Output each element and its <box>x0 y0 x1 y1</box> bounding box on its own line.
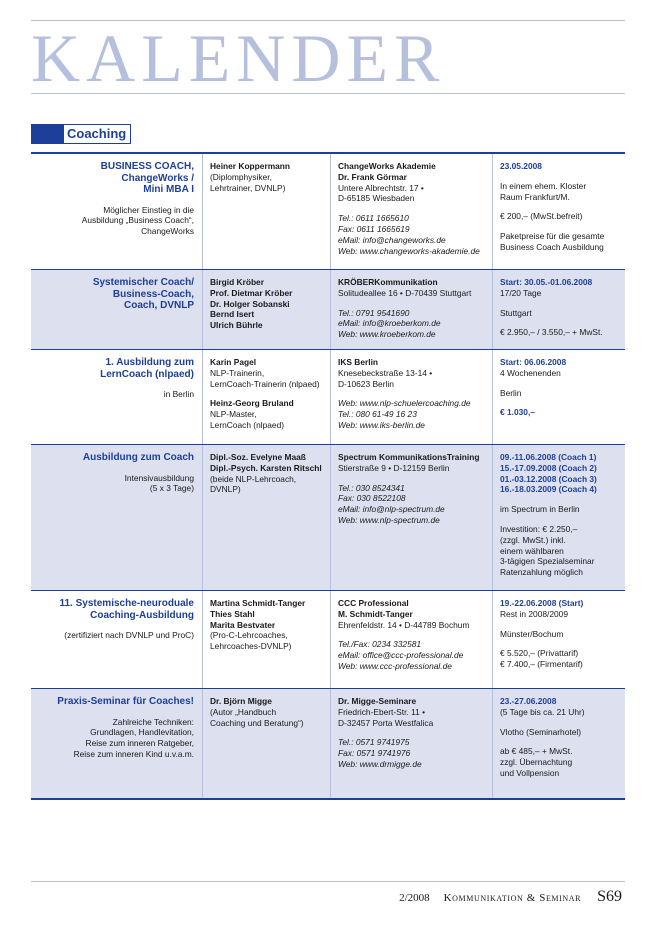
details-line: Investition: € 2.250,– <box>500 523 578 534</box>
contact-line: Ehrenfeldstr. 14 • D-44789 Bochum <box>338 619 470 630</box>
spacer <box>500 299 619 308</box>
calendar-table <box>31 152 625 800</box>
contact-line: Dr. Migge-Seminare <box>338 696 417 706</box>
course-title-line: Praxis-Seminar für Coaches! <box>57 696 194 707</box>
page-footer <box>399 888 622 906</box>
trainer-line: Marita Bestvater <box>210 619 276 630</box>
spacer <box>500 737 619 746</box>
contact-line: Web: www.nlp-spectrum.de <box>338 514 440 525</box>
contact-line: eMail: office@ccc-professional.de <box>338 650 464 661</box>
course-title-line: ChangeWorks / <box>121 172 194 184</box>
masthead-title: KALENDER <box>31 20 446 96</box>
trainer-line: Dr. Björn Migge <box>210 696 272 706</box>
trainer-line: NLP-Trainerin, <box>210 367 265 378</box>
spacer <box>210 389 324 398</box>
contact-line: Solitudeallee 16 • D-70439 Stuttgart <box>338 287 472 298</box>
details-line: 15.-17.09.2008 (Coach 2) <box>500 462 597 473</box>
contact-line: D-65185 Wiesbaden <box>338 193 415 204</box>
contact-cell <box>330 445 492 590</box>
course-description-line: (5 x 3 Tage) <box>149 483 194 494</box>
course-description-line: Möglicher Einstieg in die <box>103 204 194 215</box>
course-title-line: BUSINESS COACH, <box>100 161 194 172</box>
course-description-line: in Berlin <box>163 389 194 399</box>
contact-line: Untere Albrechtstr. 17 • <box>338 182 424 193</box>
trainer-line: (beide NLP-Lehrcoach, <box>210 473 297 484</box>
details-line: € 2.950,– / 3.550,– + MwSt. <box>500 327 603 338</box>
details-line: Start: 06.06.2008 <box>500 357 567 367</box>
footer-issue: 2/2008 <box>399 892 430 904</box>
calendar-row <box>31 270 625 350</box>
contact-line: Friedrich-Ebert-Str. 11 • <box>338 706 426 717</box>
course-title-line: 1. Ausbildung zum <box>105 357 194 368</box>
course-cell <box>31 591 202 688</box>
spacer <box>338 204 486 213</box>
details-line: (5 Tage bis ca. 21 Uhr) <box>500 706 585 717</box>
details-line: € 7.400,– (Firmentarif) <box>500 659 583 670</box>
trainer-line: Coaching und Beratung“) <box>210 717 304 728</box>
contact-cell <box>330 154 492 269</box>
spacer <box>500 515 619 524</box>
masthead-rule <box>31 93 625 94</box>
details-cell <box>492 270 625 349</box>
details-line: 23.05.2008 <box>500 161 542 171</box>
course-description <box>38 473 194 495</box>
spacer <box>500 620 619 629</box>
contact-line: Web: www.changeworks-akademie.de <box>338 245 480 256</box>
trainer-line: Prof. Dietmar Kröber <box>210 287 293 298</box>
course-title <box>38 452 194 464</box>
spacer <box>500 639 619 648</box>
spacer <box>500 222 619 231</box>
contact-line: Fax: 030 8522108 <box>338 493 406 504</box>
spacer <box>338 389 486 398</box>
details-line: € 5.520,– (Privattarif) <box>500 648 579 659</box>
trainer-cell <box>202 689 330 798</box>
details-line: Berlin <box>500 387 522 398</box>
course-title <box>38 277 194 312</box>
calendar-row <box>31 689 625 798</box>
calendar-row <box>31 445 625 591</box>
course-description <box>38 717 194 760</box>
details-line: Ratenzahlung möglich <box>500 567 583 578</box>
trainer-line: Dr. Holger Sobanski <box>210 298 290 309</box>
contact-line: Spectrum KommunikationsTraining <box>338 452 480 462</box>
trainer-cell <box>202 591 330 688</box>
course-description-line: Reise zum inneren Ratgeber, <box>85 738 194 749</box>
course-description <box>38 389 194 400</box>
trainer-cell <box>202 445 330 590</box>
details-line: 01.-03.12.2008 (Coach 3) <box>500 473 597 484</box>
trainer-line: Lehrtrainer, DVNLP) <box>210 182 286 193</box>
contact-line: Knesebeckstraße 13-14 • <box>338 367 433 378</box>
trainer-line: DVNLP) <box>210 484 241 495</box>
details-line: € 1.030,– <box>500 407 535 418</box>
trainer-line: Thies Stahl <box>210 608 255 619</box>
spacer <box>500 318 619 327</box>
course-description-line: Intensivausbildung <box>124 472 194 483</box>
spacer <box>500 718 619 727</box>
contact-line: eMail: info@nlp-spectrum.de <box>338 504 445 515</box>
course-title-line: LernCoach (nlpaed) <box>100 368 194 380</box>
details-line: 3-tägigen Spezialseminar <box>500 556 595 567</box>
course-title-line: Systemischer Coach/ <box>92 277 194 288</box>
course-title-line: Business-Coach, <box>112 288 194 300</box>
details-line: einem wählbaren <box>500 545 564 556</box>
contact-line: IKS Berlin <box>338 357 379 367</box>
footer-rule <box>31 881 625 882</box>
details-line: Business Coach Ausbildung <box>500 241 604 252</box>
trainer-line: NLP-Master, <box>210 409 257 420</box>
details-cell <box>492 445 625 590</box>
course-cell <box>31 154 202 269</box>
details-line: 09.-11.06.2008 (Coach 1) <box>500 452 597 462</box>
trainer-line: Martina Schmidt-Tanger <box>210 598 306 608</box>
course-description-line: Grundlagen, Handlevitation, <box>90 727 194 738</box>
contact-line: Tel./Fax: 0234 332581 <box>338 639 422 650</box>
details-cell <box>492 350 625 444</box>
trainer-line: (Autor „Handbuch <box>210 706 277 717</box>
section-heading-marker <box>31 124 64 144</box>
footer-magazine: Kommunikation & Seminar <box>443 892 582 904</box>
course-cell <box>31 270 202 349</box>
contact-cell <box>330 350 492 444</box>
trainer-cell <box>202 350 330 444</box>
course-title <box>38 357 194 380</box>
contact-line: M. Schmidt-Tanger <box>338 608 413 619</box>
contact-line: Fax: 0571 9741976 <box>338 748 411 759</box>
trainer-line: (Pro-C-Lehrcoaches, <box>210 630 288 641</box>
details-line: ab € 485,– + MwSt. <box>500 746 573 757</box>
contact-line: KRÖBERKommunikation <box>338 277 438 287</box>
details-line: (zzgl. MwSt.) inkl. <box>500 534 566 545</box>
spacer <box>500 398 619 407</box>
trainer-line: Dipl.-Psych. Karsten Ritschl <box>210 462 322 473</box>
spacer <box>338 630 486 639</box>
trainer-cell <box>202 154 330 269</box>
trainer-line: (Diplomphysiker, <box>210 171 272 182</box>
details-line: 23.-27.06.2008 <box>500 696 557 706</box>
contact-line: eMail: info@changeworks.de <box>338 234 446 245</box>
contact-line: eMail: info@kroeberkom.de <box>338 318 441 329</box>
spacer <box>338 728 486 737</box>
contact-line: Dr. Frank Görmar <box>338 171 407 182</box>
section-heading <box>31 124 131 144</box>
footer-page-number: S69 <box>597 888 622 905</box>
course-title-line: Ausbildung zum Coach <box>82 452 194 463</box>
section-heading-label: Coaching <box>64 124 131 144</box>
contact-cell <box>330 270 492 349</box>
details-line: Stuttgart <box>500 307 532 318</box>
trainer-line: LernCoach (nlpaed) <box>210 419 285 430</box>
details-line: € 200,– (MwSt.befreit) <box>500 211 583 222</box>
contact-cell <box>330 591 492 688</box>
details-line: In einem ehem. Kloster <box>500 180 587 191</box>
course-title-line: 11. Systemische-neuroduale <box>59 598 194 609</box>
contact-line: ChangeWorks Akademie <box>338 161 436 171</box>
trainer-line: Bernd Isert <box>210 309 255 320</box>
contact-line: Stierstraße 9 • D-12159 Berlin <box>338 462 450 473</box>
trainer-line: Dipl.-Soz. Evelyne Maaß <box>210 452 306 462</box>
details-line: und Vollpension <box>500 767 560 778</box>
details-line: Start: 30.05.-01.06.2008 <box>500 277 593 287</box>
course-title <box>38 161 194 196</box>
spacer <box>500 202 619 211</box>
course-description-line: Ausbildung „Business Coach“, <box>81 215 194 226</box>
details-line: Vlotho (Seminarhotel) <box>500 726 581 737</box>
course-title-line: Coach, DVNLP <box>123 300 194 311</box>
details-line: zzgl. Übernachtung <box>500 757 573 768</box>
details-line: 16.-18.03.2009 (Coach 4) <box>500 484 597 495</box>
course-description-line: Zahlreiche Techniken: <box>112 716 194 727</box>
trainer-line: Karin Pagel <box>210 357 257 367</box>
course-description-line: (zertifiziert nach DVNLP und ProC) <box>64 630 194 640</box>
trainer-line: Birgid Kröber <box>210 277 264 287</box>
details-line: 19.-22.06.2008 (Start) <box>500 598 584 608</box>
course-title <box>38 696 194 708</box>
contact-line: D-10623 Berlin <box>338 378 394 389</box>
calendar-row <box>31 591 625 689</box>
spacer <box>500 379 619 388</box>
trainer-line: Heinz-Georg Bruland <box>210 398 294 409</box>
contact-line: Web: www.ccc-professional.de <box>338 660 452 671</box>
spacer <box>500 495 619 504</box>
details-line: Paketpreise für die gesamte <box>500 231 605 242</box>
details-line: 17/20 Tage <box>500 287 542 298</box>
details-line: 4 Wochenenden <box>500 367 561 378</box>
course-title-line: Coaching-Ausbildung <box>90 609 194 621</box>
details-cell <box>492 154 625 269</box>
details-line: Münster/Bochum <box>500 628 564 639</box>
contact-line: Tel.: 0611 1665610 <box>338 213 409 224</box>
contact-line: Web: www.drmigge.de <box>338 758 422 769</box>
contact-line: D-32457 Porta Westfalica <box>338 717 434 728</box>
course-title-line: Mini MBA I <box>143 184 194 195</box>
contact-line: Web: www.kroeberkom.de <box>338 329 436 340</box>
contact-line: Fax: 0611 1665619 <box>338 223 410 234</box>
contact-line: Web: www.nlp-schuelercoaching.de <box>338 398 471 409</box>
contact-line: Web: www.iks-berlin.de <box>338 419 425 430</box>
trainer-line: Ulrich Bührle <box>210 320 263 331</box>
trainer-cell <box>202 270 330 349</box>
course-description <box>38 205 194 237</box>
course-cell <box>31 350 202 444</box>
spacer <box>338 474 486 483</box>
details-cell <box>492 591 625 688</box>
contact-line: Tel.: 080 61-49 16 23 <box>338 409 417 420</box>
details-line: Raum Frankfurt/M. <box>500 191 570 202</box>
trainer-line: LernCoach-Trainerin (nlpaed) <box>210 378 320 389</box>
course-title <box>38 598 194 621</box>
contact-line: CCC Professional <box>338 598 409 608</box>
calendar-row <box>31 350 625 445</box>
contact-line: Tel.: 0791 9541690 <box>338 307 410 318</box>
details-line: im Spectrum in Berlin <box>500 504 580 515</box>
trainer-line: Heiner Koppermann <box>210 161 291 171</box>
course-description <box>38 630 194 641</box>
trainer-line: Lehrcoaches-DVNLP) <box>210 641 292 652</box>
contact-line: Tel.: 030 8524341 <box>338 482 405 493</box>
spacer <box>500 172 619 181</box>
details-line: Rest in 2008/2009 <box>500 608 568 619</box>
course-description-line: Reise zum inneren Kind u.v.a.m. <box>73 748 194 759</box>
details-cell <box>492 689 625 798</box>
calendar-row <box>31 154 625 270</box>
contact-cell <box>330 689 492 798</box>
course-cell <box>31 445 202 590</box>
contact-line: Tel.: 0571 9741975 <box>338 737 410 748</box>
course-cell <box>31 689 202 798</box>
course-description-line: ChangeWorks <box>141 226 194 237</box>
spacer <box>338 299 486 308</box>
